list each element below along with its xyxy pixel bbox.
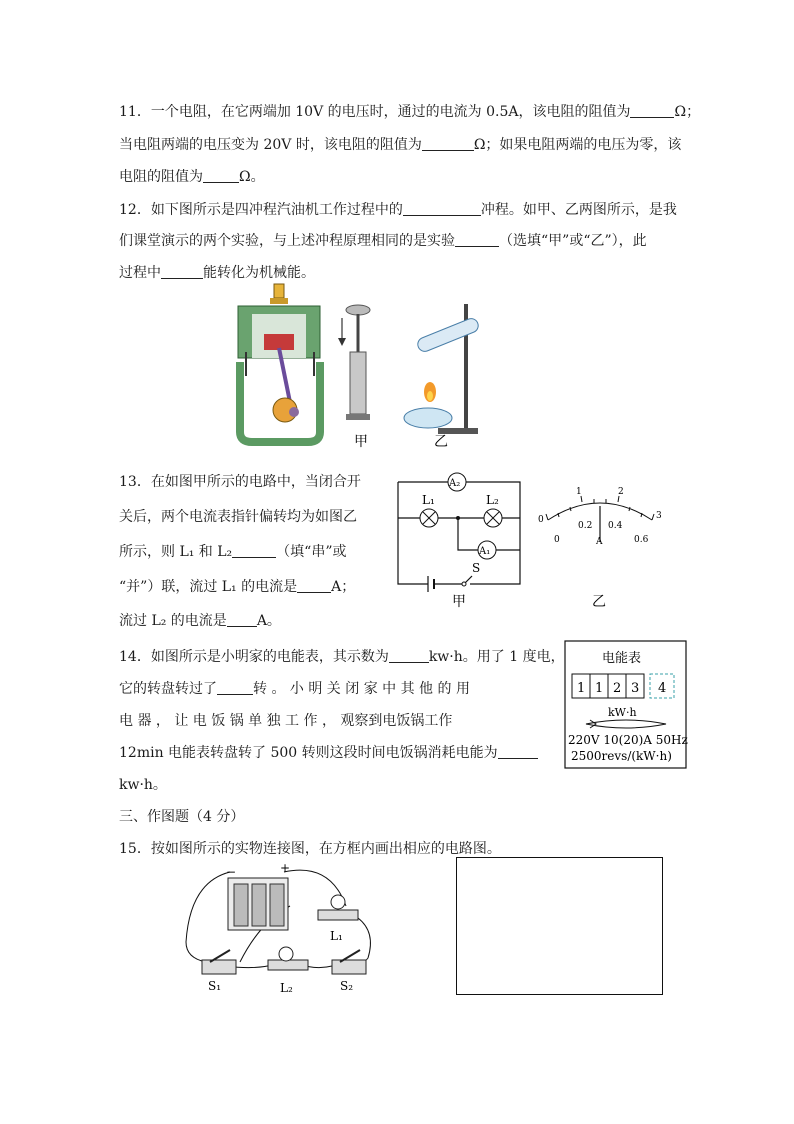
svg-text:−: −	[226, 865, 237, 879]
svg-text:kW·h: kW·h	[608, 706, 637, 719]
q15-answer-box[interactable]	[456, 857, 663, 995]
q11-line2: 当电阻两端的电压变为 20V 时，该电阻的阻值为 Ω；如果电阻两端的电压为零，该	[119, 137, 682, 153]
q12-blank-3[interactable]	[161, 264, 203, 279]
label-yi: 乙	[434, 434, 448, 450]
svg-text:2: 2	[618, 487, 624, 497]
q11-line1: 11．一个电阻，在它两端加 10V 的电压时，通过的电流为 0.5A，该电阻的阻值为 Ω；	[119, 104, 701, 120]
svg-text:3: 3	[631, 681, 640, 696]
q13-line3: 所示，则 L₁ 和 L₂ （填“串”或	[119, 544, 347, 560]
svg-text:1: 1	[577, 681, 586, 696]
energy-meter-title: 电能表	[602, 651, 642, 666]
svg-text:A₂: A₂	[449, 478, 461, 489]
q14-blank-3[interactable]	[498, 744, 538, 759]
q11-line3: 电阻的阻值为 Ω。	[119, 169, 265, 185]
svg-text:+: +	[280, 862, 291, 875]
svg-text:L₂: L₂	[280, 981, 293, 995]
q13-line2: 关后，两个电流表指针偏转均为如图乙	[119, 509, 357, 525]
q13-line5: 流过 L₂ 的电流是 A。	[119, 613, 281, 629]
label-jia: 甲	[354, 434, 368, 450]
lamp-l2	[484, 509, 502, 527]
svg-text:0.6: 0.6	[634, 535, 649, 545]
svg-text:A: A	[596, 537, 603, 547]
q13-line1: 13．在如图甲所示的电路中，当闭合开	[119, 474, 361, 490]
svg-text:L₁: L₁	[422, 493, 435, 507]
svg-text:220V 10(20)A 50Hz: 220V 10(20)A 50Hz	[568, 733, 688, 747]
svg-text:0: 0	[538, 515, 544, 525]
svg-text:4: 4	[658, 681, 667, 696]
svg-text:0.2: 0.2	[578, 521, 593, 531]
q11-text: 11．一个电阻，在它两端加 10V 的电压时，通过的电流为 0.5A，该电阻的阻值为	[119, 104, 631, 120]
svg-text:2: 2	[613, 681, 622, 696]
switch-s-label: S	[472, 561, 481, 575]
q11-blank-1[interactable]	[630, 103, 674, 118]
lamp-l2-icon	[268, 947, 308, 970]
svg-text:S₁: S₁	[208, 979, 222, 993]
q13-blank-1[interactable]	[232, 543, 276, 558]
q14-blank-1[interactable]	[389, 648, 429, 663]
q13-line4: “并”）联，流过 L₁ 的电流是 A；	[119, 579, 356, 595]
svg-text:1: 1	[576, 487, 582, 497]
q13-blank-3[interactable]	[227, 612, 257, 627]
q14-blank-2[interactable]	[217, 680, 253, 695]
q12-line1: 12．如下图所示是四冲程汽油机工作过程中的 冲程。如甲、乙两图所示，是我	[119, 202, 677, 218]
svg-text:L₂: L₂	[486, 493, 499, 507]
svg-text:0.4: 0.4	[608, 521, 623, 531]
section-3-heading: 三、作图题（4 分）	[119, 809, 245, 825]
q12-line3: 过程中 能转化为机械能。	[119, 265, 315, 281]
meter-caption: 乙	[592, 594, 606, 610]
svg-text:A₁: A₁	[479, 546, 491, 557]
q12-blank-2[interactable]	[455, 232, 499, 247]
svg-text:L₁: L₁	[330, 929, 343, 943]
engine-diagram	[238, 284, 320, 442]
q12-blank-1[interactable]	[403, 201, 481, 216]
q12-line2: 们课堂演示的两个实验，与上述冲程原理相同的是实验 （选填“甲”或“乙”），此	[119, 233, 647, 249]
experiment-jia	[338, 305, 370, 420]
lamp-l1-icon	[318, 895, 358, 920]
q14-line3: 电 器 ， 让 电 饭 锅 单 独 工 作 ， 观察到电饭锅工作	[119, 713, 453, 729]
q14-line4: 12min 电能表转盘转了 500 转则这段时间电饭锅消耗电能为	[119, 742, 538, 762]
svg-text:0: 0	[554, 535, 560, 545]
svg-text:S₂: S₂	[340, 979, 354, 993]
q13-circuit-diagram	[392, 466, 526, 612]
q13-ammeter-dial	[534, 478, 666, 612]
energy-meter	[564, 640, 688, 770]
q13-blank-2[interactable]	[297, 578, 331, 593]
svg-text:3: 3	[656, 511, 662, 521]
battery-icon	[228, 878, 288, 930]
switch-s2-icon	[332, 950, 366, 974]
circuit-caption: 甲	[452, 594, 466, 610]
q15-text: 15．按如图所示的实物连接图，在方框内画出相应的电路图。	[119, 841, 501, 857]
q11-blank-2[interactable]	[422, 136, 474, 151]
q14-line1: 14．如图所示是小明家的电能表，其示数为 kw·h。用了 1 度电，	[119, 649, 565, 665]
q12-figure	[230, 282, 500, 452]
switch-s1-icon	[202, 950, 236, 974]
q14-line2: 它的转盘转过了 转 。 小 明 关 闭 家 中 其 他 的 用	[119, 681, 470, 697]
q15-physical-circuit	[180, 862, 380, 996]
svg-text:2500revs/(kW·h): 2500revs/(kW·h)	[571, 749, 672, 763]
q11-blank-3[interactable]	[203, 168, 239, 183]
q14-line5: kw·h。	[119, 777, 167, 793]
lamp-l1	[420, 509, 438, 527]
svg-text:1: 1	[595, 681, 604, 696]
experiment-yi	[404, 304, 480, 434]
